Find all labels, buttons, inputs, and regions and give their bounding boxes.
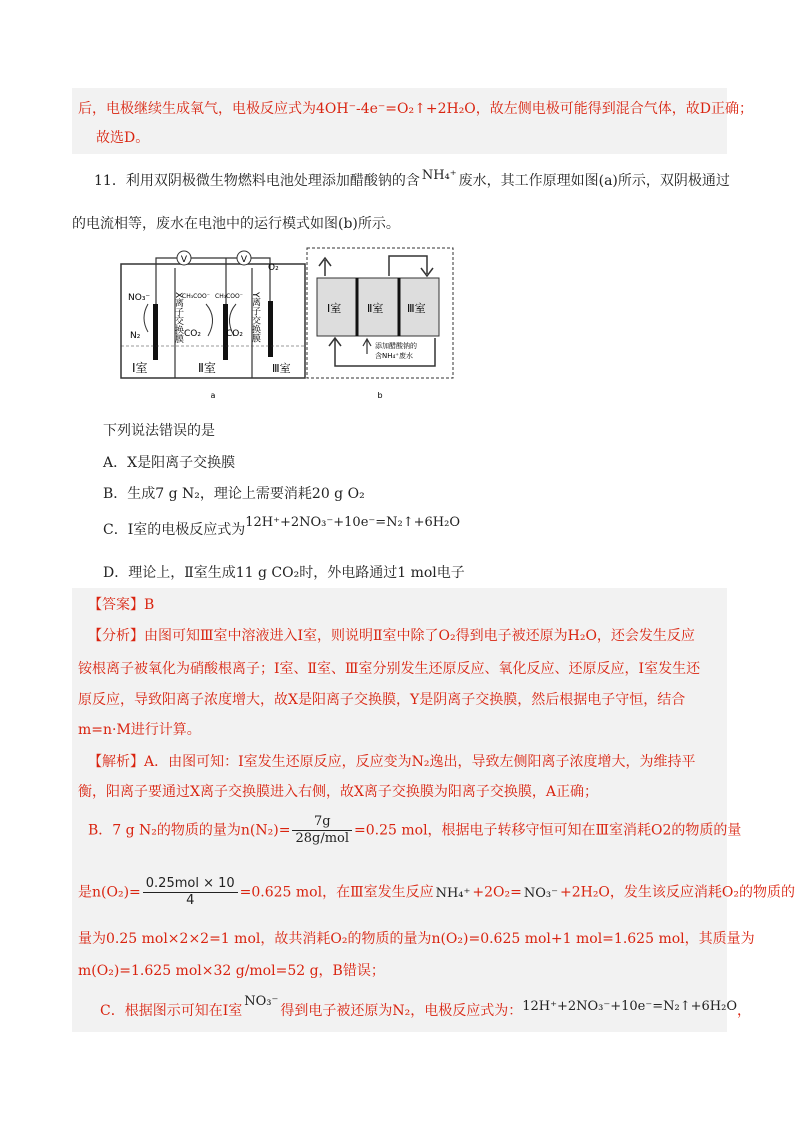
- explain-c-end: ，: [736, 1003, 751, 1019]
- nh4-ion-b: NH₄⁺: [435, 885, 471, 901]
- flow-chamber-1: Ⅰ室: [327, 302, 342, 315]
- oxygen-label: O₂: [268, 263, 279, 273]
- acetate-label-2: CH₃COO⁻: [215, 293, 243, 300]
- membrane-y-label: Y离子交换膜: [250, 292, 260, 343]
- figure-a-caption: a: [210, 391, 216, 400]
- question-stem-b: 废水，其工作原理如图(a)所示，双阴极通过: [458, 173, 730, 189]
- explain-b2-c: +2O₂=: [472, 884, 522, 901]
- flow-chamber-3: Ⅲ室: [407, 302, 426, 315]
- prev-explanation-line2: 故选D。: [96, 130, 150, 146]
- explain-c-line: [100, 994, 751, 1022]
- frac1-num: 7g: [292, 814, 352, 831]
- answer-tag: 【答案】B: [88, 597, 155, 613]
- chamber-3-label: Ⅲ室: [272, 362, 291, 375]
- nitrogen-label: N₂: [130, 331, 141, 341]
- explain-b-line1: [88, 814, 741, 847]
- flow-chamber-2: Ⅱ室: [367, 302, 384, 315]
- chamber-2-label: Ⅱ室: [198, 361, 216, 375]
- option-c-text: C．Ⅰ室的电极反应式为: [103, 522, 246, 538]
- explain-b-line2: [78, 876, 795, 909]
- option-c-formula: 12H⁺+2NO₃⁻+10e⁻=N₂↑+6H₂O: [245, 515, 460, 530]
- frac1-den: 28g/mol: [295, 831, 350, 846]
- prev-explanation-line1: 后，电极继续生成氧气，电极反应式为4OH⁻-4e⁻=O₂↑+2H₂O，故左侧电极可能得到混合气体，故D正确；: [78, 101, 754, 117]
- explain-a-line1: 【解析】A．由图可知：Ⅰ室发生还原反应，反应变为N₂逸出，导致左侧阳离子浓度增大，为维持平: [88, 754, 696, 770]
- fraction-electron-ratio: [143, 876, 238, 909]
- explain-c-b: 得到电子被还原为N₂，电极反应式为：: [280, 1003, 523, 1019]
- analysis-line2: 铵根离子被氧化为硝酸根离子；Ⅰ室、Ⅱ室、Ⅲ室分别发生还原反应、氧化反应、还原反应，Ⅰ室发生还: [78, 661, 701, 677]
- figure-a-cell-diagram: [118, 246, 308, 406]
- explain-b-line3: 量为0.25 mol×2×2=1 mol，故共消耗O₂的物质的量为n(O₂)=0.625 mol+1 mol=1.625 mol，其质量为: [78, 931, 755, 947]
- explain-c-formula: 12H⁺+2NO₃⁻+10e⁻=N₂↑+6H₂O: [522, 999, 737, 1014]
- explain-a-line2: 衡，阳离子要通过X离子交换膜进入右侧，故X离子交换膜为阳离子交换膜，A正确；: [78, 784, 599, 800]
- frac2-den: 4: [186, 893, 195, 908]
- electrode-left: [153, 304, 158, 360]
- question-stem-a: 11．利用双阴极微生物燃料电池处理添加醋酸钠的含: [94, 173, 420, 189]
- explain-b1-b: =0.25 mol，根据电子转移守恒可知在Ⅲ室消耗O2的物质的量: [354, 822, 742, 839]
- explain-b2-a: 是n(O₂)=: [78, 884, 141, 901]
- nitrate-label: NO₃⁻: [128, 293, 151, 303]
- membrane-x-label: X离子交换膜: [173, 292, 183, 344]
- question-prompt: 下列说法错误的是: [103, 423, 215, 439]
- explain-b2-d: +2H₂O，发生该反应消耗O₂的物质的: [559, 884, 795, 901]
- option-b: B．生成7 g N₂，理论上需要消耗20 g O₂: [103, 486, 365, 502]
- explain-c-a: C．根据图示可知在Ⅰ室: [100, 1003, 243, 1019]
- analysis-line3: 原反应，导致阳离子浓度增大，故X是阳离子交换膜，Y是阴离子交换膜，然后根据电子守恒，结合: [78, 692, 686, 708]
- chamber-1-label: Ⅰ室: [132, 361, 148, 375]
- voltmeter-2-label: V: [240, 255, 248, 265]
- acetate-label-1: CH₃COO⁻: [182, 293, 210, 300]
- co2-label-1: CO₂: [184, 329, 201, 339]
- figure-b-caption: b: [377, 391, 383, 400]
- question-stem-line1: [94, 168, 730, 192]
- option-a: A．X是阳离子交换膜: [103, 455, 236, 471]
- analysis-line1: 【分析】由图可知Ⅲ室中溶液进入Ⅰ室，则说明Ⅱ室中除了O₂得到电子被还原为H₂O，还会发生反应: [88, 628, 695, 644]
- explain-b1-a: B．7 g N₂的物质的量为n(N₂)=: [88, 822, 291, 839]
- no3-ion-c: NO₃⁻: [244, 994, 279, 1009]
- option-d: D．理论上，Ⅱ室生成11 g CO₂时，外电路通过1 mol电子: [103, 565, 465, 581]
- wastewater-label-1: 添加醋酸钠的: [375, 342, 417, 350]
- figure-b-flow-diagram: [305, 246, 455, 406]
- explain-b-line4: m(O₂)=1.625 mol×32 g/mol=52 g，B错误；: [78, 963, 385, 979]
- explain-b2-b: =0.625 mol，在Ⅲ室发生反应: [239, 884, 434, 901]
- option-c: [103, 515, 460, 541]
- wastewater-label-2: 含NH₄⁺废水: [375, 352, 414, 360]
- nh4-ion: NH₄⁺: [421, 168, 457, 183]
- co2-label-2: CO₂: [226, 329, 243, 339]
- frac2-num: 0.25mol × 10: [143, 876, 238, 893]
- question-stem-line2: 的电流相等，废水在电池中的运行模式如图(b)所示。: [72, 216, 400, 232]
- analysis-line4: m=n·M进行计算。: [78, 722, 201, 738]
- no3-ion-b: NO₃⁻: [523, 885, 558, 901]
- fraction-mass-over-molar: [292, 814, 352, 847]
- prev-explanation-block: [72, 88, 727, 154]
- voltmeter-1-label: V: [180, 255, 188, 265]
- electrode-right: [268, 301, 273, 357]
